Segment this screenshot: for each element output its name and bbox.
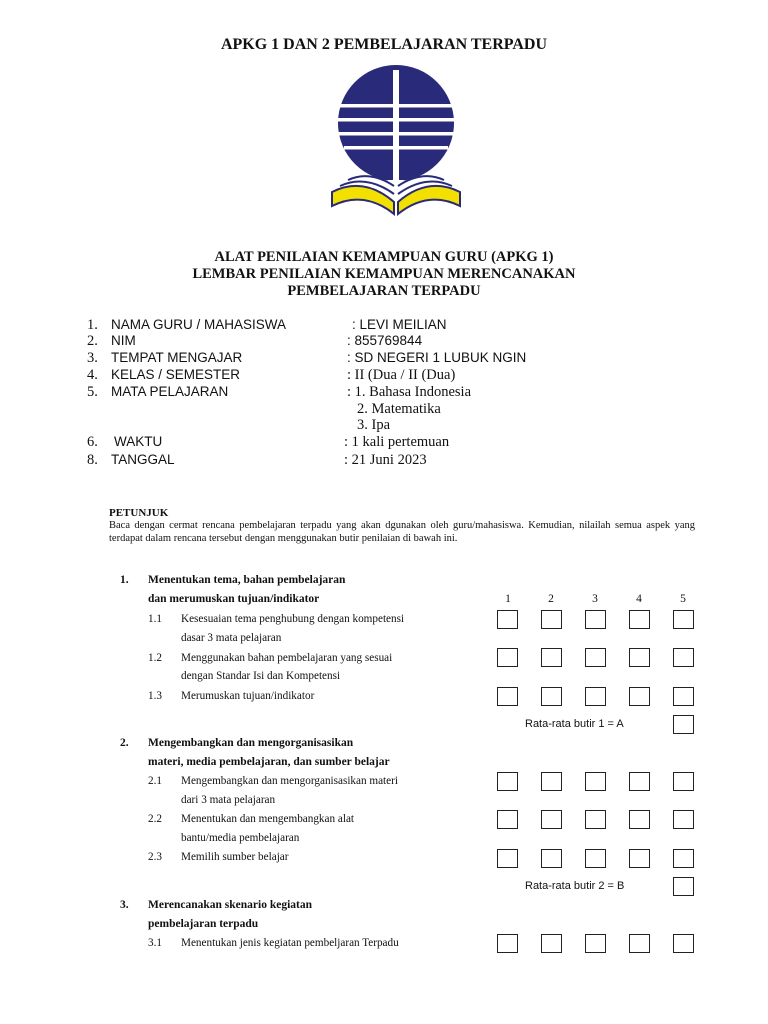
score-checkbox[interactable] (541, 849, 562, 868)
info-value: : 855769844 (347, 333, 423, 348)
info-label: MATA PELAJARAN (111, 384, 229, 399)
score-checkbox[interactable] (673, 687, 694, 706)
item-text: Menggunakan bahan pembelajaran yang sesuai (181, 652, 393, 664)
average-box[interactable] (673, 715, 694, 734)
info-value: 2. Matematika (357, 401, 441, 417)
section-title: pembelajaran terpadu (148, 918, 259, 930)
item-number: 1.2 (148, 652, 162, 664)
score-checkbox[interactable] (497, 687, 518, 706)
score-checkbox[interactable] (629, 610, 650, 629)
info-label: NAMA GURU / MAHASISWA (111, 317, 287, 332)
score-checkbox[interactable] (629, 687, 650, 706)
score-checkbox[interactable] (541, 772, 562, 791)
item-number: 1.1 (148, 613, 162, 625)
score-checkbox[interactable] (673, 849, 694, 868)
info-num: 1. (87, 317, 98, 333)
item-number: 1.3 (148, 690, 162, 702)
info-value: 3. Ipa (357, 417, 391, 433)
section-title: Menentukan tema, bahan pembelajaran (148, 574, 346, 586)
score-checkbox[interactable] (585, 849, 606, 868)
item-text: Memilih sumber belajar (181, 851, 289, 863)
item-text: Menentukan jenis kegiatan pembeljaran Terpadu (181, 937, 399, 949)
info-num: 5. (87, 384, 98, 400)
score-checkbox[interactable] (629, 934, 650, 953)
score-checkbox[interactable] (585, 934, 606, 953)
score-checkbox[interactable] (673, 934, 694, 953)
info-value: : 21 Juni 2023 (344, 452, 427, 468)
score-checkbox[interactable] (585, 648, 606, 667)
average-box[interactable] (673, 877, 694, 896)
column-number: 4 (636, 593, 642, 605)
info-num: 8. (87, 452, 98, 468)
score-checkbox[interactable] (673, 610, 694, 629)
column-number: 2 (548, 593, 554, 605)
score-checkbox[interactable] (541, 610, 562, 629)
section-number: 1. (120, 574, 129, 586)
document-title: APKG 1 DAN 2 PEMBELAJARAN TERPADU (220, 36, 548, 53)
score-checkbox[interactable] (629, 810, 650, 829)
section-number: 2. (120, 737, 129, 749)
score-checkbox[interactable] (585, 610, 606, 629)
item-text: dasar 3 mata pelajaran (181, 632, 282, 644)
column-number: 3 (592, 593, 598, 605)
column-number: 1 (505, 593, 511, 605)
info-label: WAKTU (114, 434, 163, 449)
score-checkbox[interactable] (629, 648, 650, 667)
score-checkbox[interactable] (585, 687, 606, 706)
info-value: : SD NEGERI 1 LUBUK NGIN (347, 350, 527, 365)
score-checkbox[interactable] (585, 772, 606, 791)
item-text: Menentukan dan mengembangkan alat (181, 813, 355, 825)
score-checkbox[interactable] (541, 810, 562, 829)
score-checkbox[interactable] (585, 810, 606, 829)
score-checkbox[interactable] (497, 610, 518, 629)
university-logo (330, 62, 462, 232)
info-num: 4. (87, 367, 98, 383)
section-title: Merencanakan skenario kegiatan (148, 899, 312, 911)
column-number: 5 (680, 593, 686, 605)
item-number: 2.2 (148, 813, 162, 825)
section-number: 3. (120, 899, 129, 911)
item-text: Merumuskan tujuan/indikator (181, 690, 315, 702)
score-checkbox[interactable] (497, 849, 518, 868)
score-checkbox[interactable] (673, 772, 694, 791)
score-checkbox[interactable] (497, 934, 518, 953)
score-checkbox[interactable] (541, 687, 562, 706)
score-checkbox[interactable] (497, 810, 518, 829)
score-checkbox[interactable] (541, 934, 562, 953)
item-number: 3.1 (148, 937, 162, 949)
info-label: TANGGAL (111, 452, 175, 467)
info-label: TEMPAT MENGAJAR (111, 350, 243, 365)
info-label: NIM (111, 333, 136, 348)
item-text: Kesesuaian tema penghubung dengan kompetensi (181, 613, 405, 625)
item-text: Mengembangkan dan mengorganisasikan materi (181, 775, 398, 787)
item-number: 2.3 (148, 851, 162, 863)
section-title: dan merumuskan tujuan/indikator (148, 593, 320, 605)
score-checkbox[interactable] (497, 772, 518, 791)
score-checkbox[interactable] (673, 810, 694, 829)
item-text: dari 3 mata pelajaran (181, 794, 276, 806)
score-checkbox[interactable] (629, 849, 650, 868)
heading-line-3: PEMBELAJARAN TERPADU (287, 283, 481, 299)
info-value: : LEVI MEILIAN (352, 317, 447, 332)
info-num: 2. (87, 333, 98, 349)
info-label: KELAS / SEMESTER (111, 367, 241, 382)
item-number: 2.1 (148, 775, 162, 787)
info-value: : 1 kali pertemuan (344, 434, 450, 450)
section-title: Mengembangkan dan mengorganisasikan (148, 737, 354, 749)
rata-rata-label: Rata-rata butir 2 = B (525, 880, 625, 892)
score-checkbox[interactable] (629, 772, 650, 791)
info-num: 3. (87, 350, 98, 366)
info-value: : 1. Bahasa Indonesia (347, 384, 472, 400)
item-text: dengan Standar Isi dan Kompetensi (181, 670, 341, 682)
item-text: bantu/media pembelajaran (181, 832, 300, 844)
score-checkbox[interactable] (673, 648, 694, 667)
score-checkbox[interactable] (497, 648, 518, 667)
heading-line-1: ALAT PENILAIAN KEMAMPUAN GURU (APKG 1) (214, 249, 554, 265)
heading-line-2: LEMBAR PENILAIAN KEMAMPUAN MERENCANAKAN (192, 266, 576, 282)
score-checkbox[interactable] (541, 648, 562, 667)
petunjuk-text: Baca dengan cermat rencana pembelajaran terpadu yang akan dgunakan oleh guru/mahasiswa. Kemudian, nilailah semua aspek yang terdapat dalam rencana tersebut dengan menggunakan butir penilaian di bawah ini. (109, 520, 695, 544)
rata-rata-label: Rata-rata butir 1 = A (525, 718, 624, 730)
section-title: materi, media pembelajaran, dan sumber belajar (148, 756, 390, 768)
info-num: 6. (87, 434, 98, 450)
info-value: : II (Dua / II (Dua) (347, 367, 456, 383)
petunjuk-title: PETUNJUK (109, 507, 169, 519)
